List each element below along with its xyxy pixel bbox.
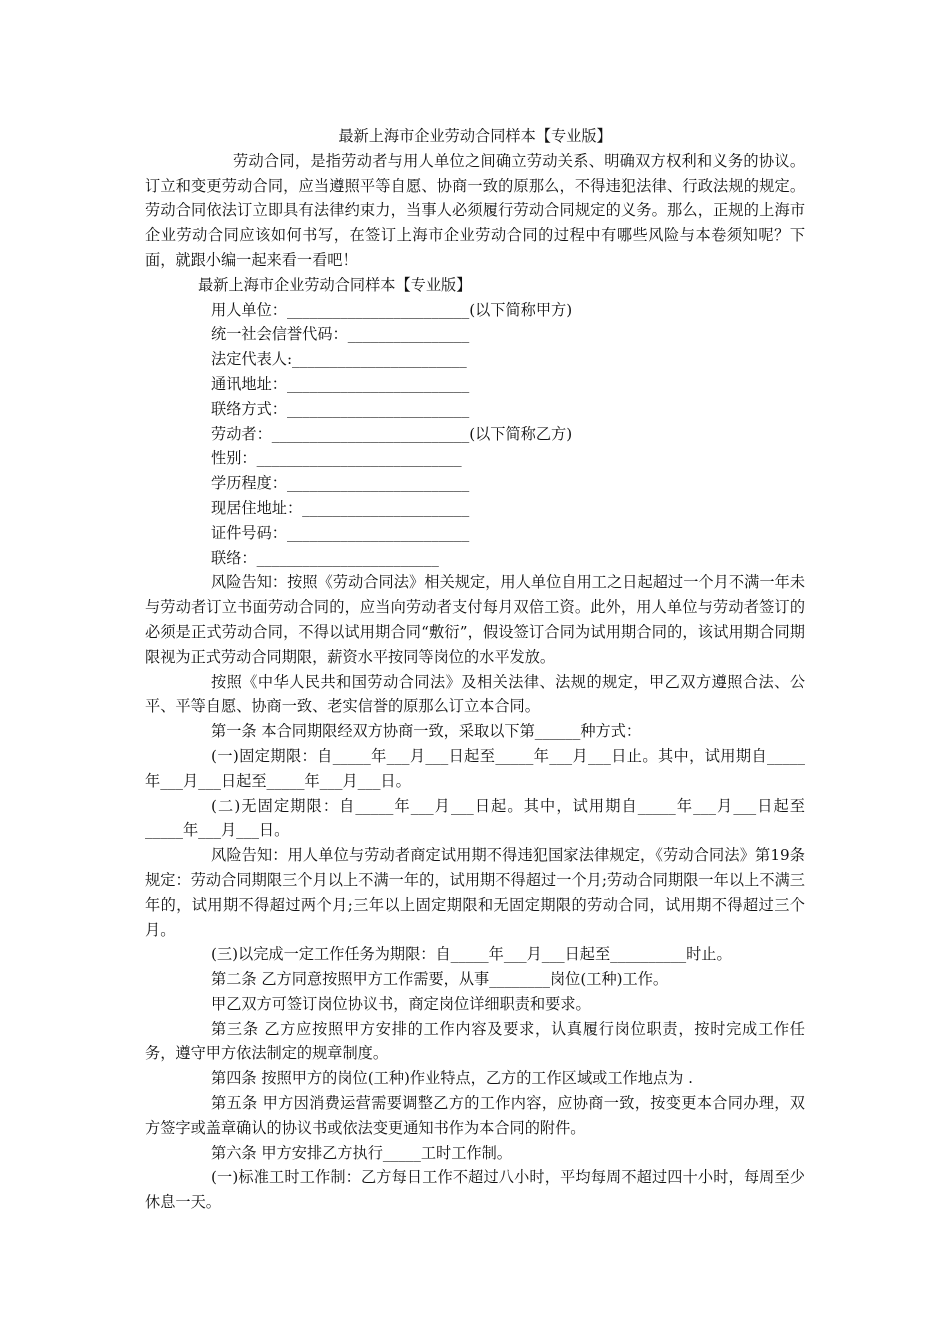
article-3-paragraph: 第三条 乙方应按照甲方安排的工作内容及要求，认真履行岗位职责，按时完成工作任务，遵守甲方依法制定的规章制度。 xyxy=(145,1019,805,1063)
open-term-paragraph: (二)无固定期限：自_____年___月___日起。其中，试用期自_____年___月___日起至_____年___月___日。 xyxy=(145,796,805,840)
article-2-paragraph: 第二条 乙方同意按照甲方工作需要，从事________岗位(工种)工作。 xyxy=(211,970,669,989)
credit-code-field: 统一社会信誉代码：________________ xyxy=(211,325,470,344)
risk-notice-paragraph-2: 风险告知：用人单位与劳动者商定试用期不得违犯国家法律规定，《劳动合同法》第19条规定：劳动合同期限三个月以上不满一年的，试用期不得超过一个月;劳动合同期限一年以上不满三年的，试用期不得超过两个月;三年以上固定期限和无固定期限的劳动合同，试用期不得超过三个月。 xyxy=(145,846,805,939)
article-6-paragraph: 第六条 甲方安排乙方执行_____工时工作制。 xyxy=(211,1143,512,1162)
article-4-paragraph: 第四条 按照甲方的岗位(工种)作业特点，乙方的工作区域或工作地点为 . xyxy=(211,1069,693,1088)
residence-address-field: 现居住地址：______________________ xyxy=(211,498,470,517)
education-field: 学历程度：________________________ xyxy=(211,474,470,493)
contact-method-field: 联络方式：________________________ xyxy=(211,399,470,418)
job-agreement-paragraph: 甲乙双方可签订岗位协议书，商定岗位详细职责和要求。 xyxy=(211,994,591,1013)
article-1-paragraph: 第一条 本合同期限经双方协商一致，采取以下第______种方式： xyxy=(211,722,642,741)
contact-field: 联络：________________________ xyxy=(211,548,439,567)
document-title: 最新上海市企业劳动合同样本【专业版】 xyxy=(338,127,612,145)
gender-field: 性别：___________________________ xyxy=(211,449,462,468)
legal-representative-field: 法定代表人:_______________________ xyxy=(211,350,467,369)
legal-basis-paragraph: 按照《中华人民共和国劳动合同法》及相关法律、法规的规定，甲乙双方遵照合法、公平、平等自愿、协商一致、老实信誉的原那么订立本合同。 xyxy=(145,672,805,716)
employer-field: 用人单位：________________________(以下简称甲方) xyxy=(211,300,573,319)
task-term-paragraph: (三)以完成一定工作任务为期限：自_____年___月___日起至__________时止。 xyxy=(211,945,732,964)
mailing-address-field: 通讯地址：________________________ xyxy=(211,374,470,393)
fixed-term-paragraph: (一)固定期限：自_____年___月___日起至_____年___月___日止。其中，试用期自_____年___月___日起至_____年___月___日。 xyxy=(145,746,805,790)
article-5-paragraph: 第五条 甲方因消费运营需要调整乙方的工作内容，应协商一致，按变更本合同办理，双方签字或盖章确认的协议书或依法变更通知书作为本合同的附件。 xyxy=(145,1094,805,1137)
standard-hours-paragraph: (一)标准工时工作制：乙方每日工作不超过八小时，平均每周不超过四十小时，每周至少休息一天。 xyxy=(145,1168,805,1212)
contract-subtitle: 最新上海市企业劳动合同样本【专业版】 xyxy=(198,275,472,294)
employee-field: 劳动者：__________________________(以下简称乙方) xyxy=(211,424,573,443)
risk-notice-paragraph-1: 风险告知：按照《劳动合同法》相关规定，用人单位自用工之日起超过一个月不满一年未与劳动者订立书面劳动合同的，应当向劳动者支付每月双倍工资。此外，用人单位与劳动者签订的必须是正式劳动合同，不得以试用期合同“敷衍”，假设签订合同为试用期合同的，该试用期合同期限视为正式劳动合同期限，薪资水平按同等岗位的水平发放。 xyxy=(145,573,805,666)
id-number-field: 证件号码：________________________ xyxy=(211,523,470,542)
intro-paragraph: 劳动合同，是指劳动者与用人单位之间确立劳动关系、明确双方权利和义务的协议。订立和变更劳动合同，应当遵照平等自愿、协商一致的原那么，不得违犯法律、行政法规的规定。劳动合同依法订立即具有法律约束力，当事人必须履行劳动合同规定的义务。那么，正规的上海市企业劳动合同应该如何书写，在签订上海市企业劳动合同的过程中有哪些风险与本卷须知呢？下面，就跟小编一起来看一看吧！ xyxy=(145,151,805,269)
document-content xyxy=(145,124,805,1215)
